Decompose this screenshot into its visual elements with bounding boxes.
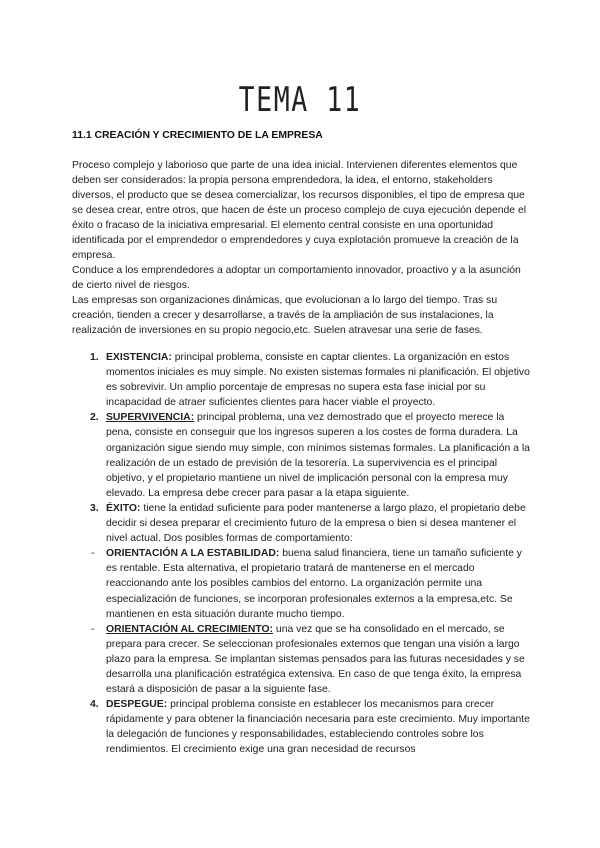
- list-marker: 3.: [90, 502, 99, 514]
- phase-item-despegue: [72, 697, 532, 757]
- phase-label: SUPERVIVENCIA:: [106, 412, 195, 424]
- phase-label: ÉXITO:: [106, 502, 141, 514]
- intro-paragraph: Las empresas son organizaciones dinámicas, que evolucionan a lo largo del tiempo. Tras su creación, tienden a crecer y desarrollarse, a través de la ampliación de sus instalaciones, la realización de inversiones en su propio negocio,etc. Suelen atravesar una serie de fases.: [72, 295, 498, 336]
- phase-text: buena salud financiera, tiene un tamaño suficiente y es rentable. Esta alternativa, el propietario tratará de mantenerse en el mercado reaccionando ante los posibles cambios del entorno. La organización permite una especialización de funciones, se incorporan profesionales externos a la empresa,etc. Se mantienen en esta situación durante mucho tiempo.: [106, 548, 522, 620]
- phase-label: EXISTENCIA:: [106, 352, 172, 363]
- sub-item-estabilidad: [72, 546, 532, 621]
- sub-item-crecimiento: [72, 622, 532, 697]
- section-heading: 11.1 CREACIÓN Y CRECIMIENTO DE LA EMPRESA: [72, 130, 323, 141]
- list-marker: -: [91, 623, 95, 635]
- phase-label: ORIENTACIÓN AL CRECIMIENTO:: [106, 623, 274, 635]
- list-marker: 4.: [90, 699, 99, 711]
- list-marker: -: [91, 548, 95, 560]
- phase-text: principal problema, consiste en captar clientes. La organización en estos momentos iniciales es muy simple. No existen sistemas formales ni planificación. El objetivo es sobrevivir. Un amplio porcentaje de empresas no supera esta fase inicial por su incapacidad de atraer suficientes clientes para hacer viable el proyecto.: [106, 352, 530, 409]
- intro-paragraph: Proceso complejo y laborioso que parte de una idea inicial. Intervienen diferentes elementos que deben ser considerados: la propia persona emprendedora, la idea, el entorno, stakeholders diversos, el producto que se desea comercializar, los recursos disponibles, el tipo de empresa que se desea crear, entre otros, que hacen de éste un proceso complejo de cuya ejecución depende el éxito o fracaso de la iniciativa empresarial. El elemento central consiste en una oportunidad identificada por el emprendedor o emprendedores y cuya explotación promueve la creación de la empresa.: [72, 160, 527, 261]
- page-title: TEMA 11: [238, 80, 362, 120]
- phase-item-supervivencia: [72, 410, 532, 501]
- phase-text: principal problema, una vez demostrado que el proyecto merece la pena, consiste en conseguir que los ingresos superen a los costes de forma duradera. La organización sigue siendo muy simple, con mínimos sistemas formales. La planificación a la realización de un estado de previsión de la tesorería. La supervivencia es el principal objetivo, y el propietario mantiene un nivel de implicación personal con la empresa muy elevado. La empresa debe crecer para pasar a la etapa siguiente.: [106, 412, 530, 499]
- phase-item-exito: [72, 501, 532, 546]
- phases-list: [72, 350, 532, 758]
- phase-label: DESPEGUE:: [106, 699, 168, 711]
- intro-text: [72, 158, 532, 338]
- phase-text: una vez que se ha consolidado en el mercado, se prepara para crecer. Se seleccionan profesionales externos que tengan una visión a largo plazo para la empresa. Se implantan sistemas pensados para las futuras necesidades y se desarrolla una planificación estratégica extensiva. En caso de que tenga éxito, la empresa estará a disposición de pasar a la siguiente fase.: [106, 623, 525, 696]
- phase-label: ORIENTACIÓN A LA ESTABILIDAD:: [106, 548, 280, 560]
- list-marker: 1.: [90, 352, 99, 363]
- intro-paragraph: Conduce a los emprendedores a adoptar un comportamiento innovador, proactivo y a la asunción de cierto nivel de riesgos.: [72, 265, 521, 291]
- phase-text: principal problema consiste en establecer los mecanismos para crecer rápidamente y para obtener la financiación necesaria para este crecimiento. Muy importante la delegación de funciones y responsabilidades, estableciendo controles sobre los rendimientos. El crecimiento exige una gran necesidad de recursos: [106, 699, 530, 756]
- phase-item-existencia: [72, 350, 532, 410]
- list-marker: 2.: [90, 412, 99, 424]
- phase-text: tiene la entidad suficiente para poder mantenerse a largo plazo, el propietario debe decidir si desea preparar el crecimiento futuro de la empresa o bien si desea mantener el nivel actual. Dos posibles formas de comportamiento:: [106, 502, 526, 545]
